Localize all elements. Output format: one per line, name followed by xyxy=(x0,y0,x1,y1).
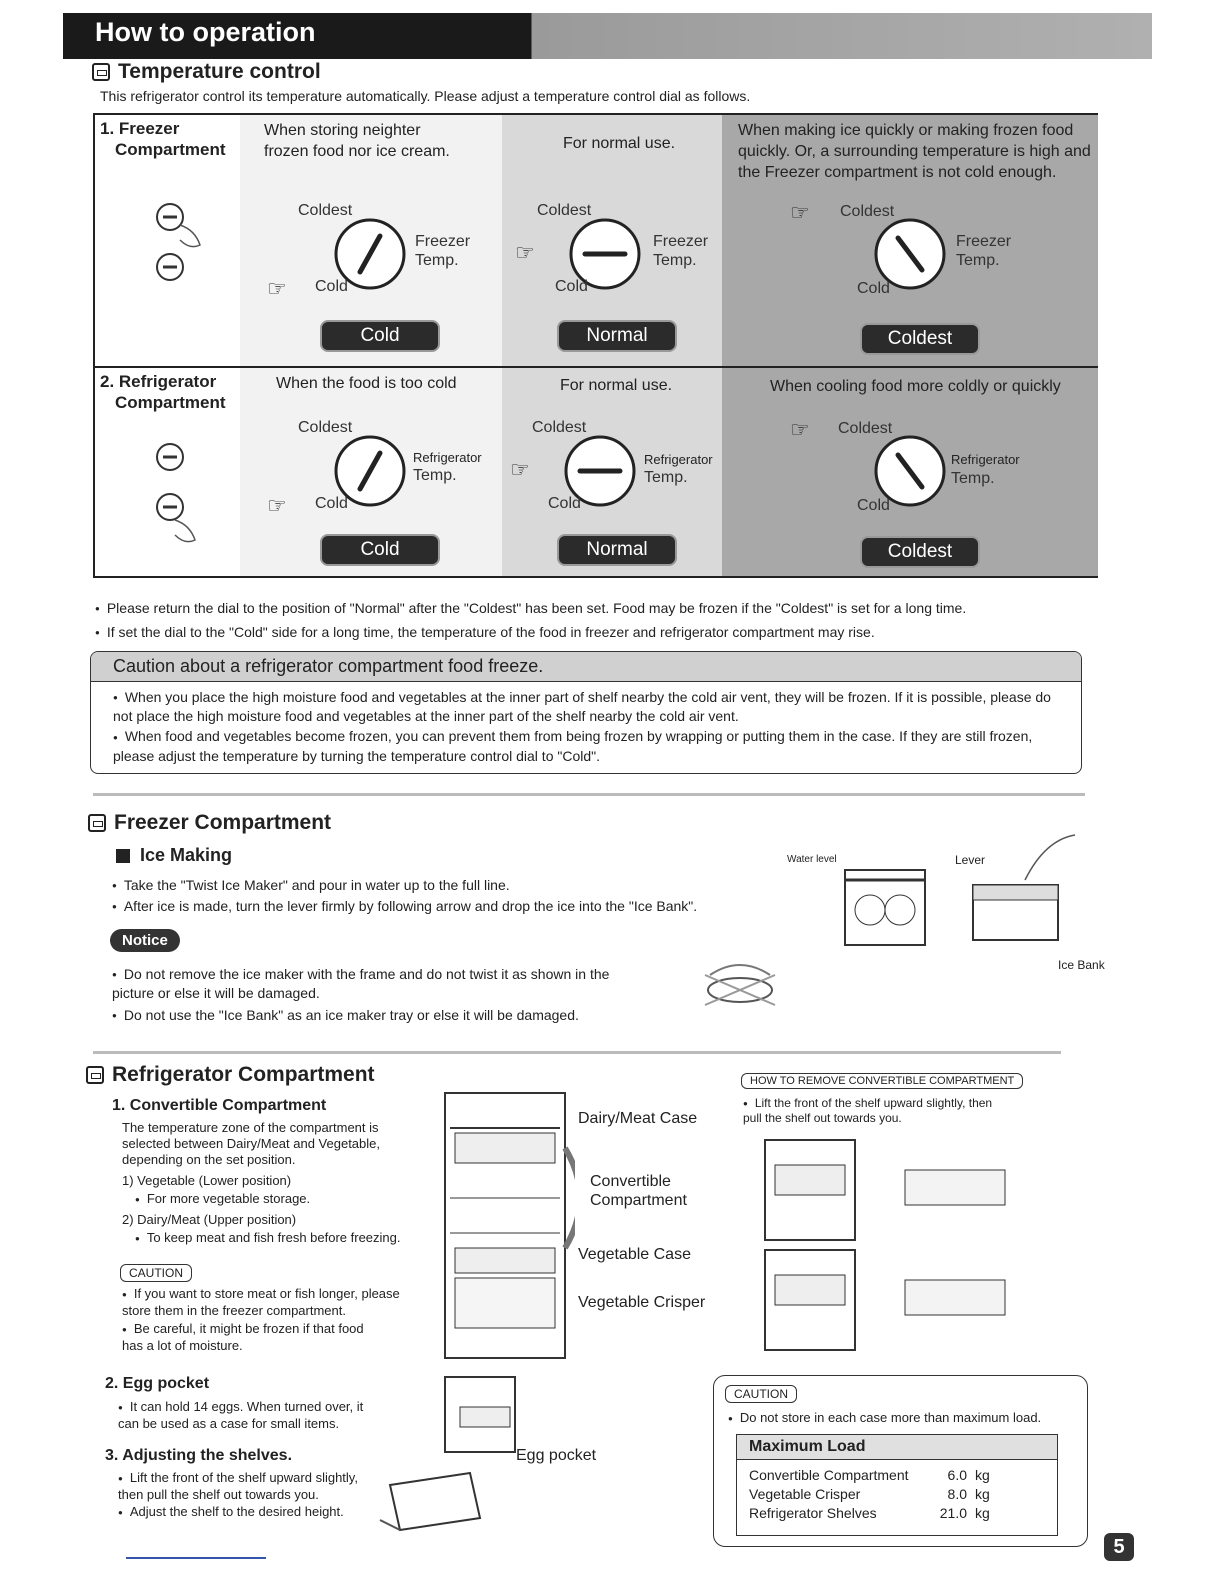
max-load-table xyxy=(736,1434,1058,1536)
table-row-divider xyxy=(93,366,1098,368)
shelves-bullet-2: ● Adjust the shelf to the desired height. xyxy=(118,1503,344,1522)
refrig-dial-normal: Coldest Refrigerator Temp. Cold ☞ xyxy=(510,419,713,512)
convertible-label-1: Convertible xyxy=(590,1173,671,1190)
refrig-dial-thumbnail-icon xyxy=(125,430,215,550)
fridge-interior-icon xyxy=(425,1088,575,1368)
refrig-heading-wrap xyxy=(86,1063,375,1087)
caution-bullet-1: ● When you place the high moisture food and vegetables at the inner part of shelf nearby the cold air vent, they will be frozen. If it is possible, please do not place the high moisture food and vegetables at the inner part of the shelf nearby the cold air vent. xyxy=(91,682,1081,725)
load-row: Refrigerator Shelves 21.0 kg xyxy=(749,1505,990,1521)
page-title: How to operation xyxy=(95,17,316,47)
egg-pocket-text: ● It can hold 14 eggs. When turned over, it can be used as a case for small items. xyxy=(118,1399,378,1432)
water-level-label: Water level xyxy=(787,854,837,865)
load-row: Convertible Compartment 6.0 kg xyxy=(749,1467,990,1483)
refrig-normal-button: Normal xyxy=(557,534,677,566)
section-box-icon xyxy=(86,1066,104,1084)
freezer-dial-thumbnail-icon xyxy=(125,190,215,300)
max-load-title: Maximum Load xyxy=(737,1435,1057,1460)
pointing-hand-icon: ☞ xyxy=(267,276,287,301)
freezer-normal-button: Normal xyxy=(557,320,677,352)
freezer-dial-coldest: Coldest ☞ Freezer Temp. Cold xyxy=(790,200,1012,297)
caution-title: Caution about a refrigerator compartment food freeze. xyxy=(91,652,1081,682)
pointing-hand-icon: ☞ xyxy=(515,240,535,265)
caution-bullet-2: ● When food and vegetables become frozen, you can prevent them from being frozen by wrapping or putting them in the case. If they are still frozen, please adjust the temperature by turning the temperature control dial to "Cold". xyxy=(91,725,1081,764)
refrig-heading: Refrigerator Compartment xyxy=(112,1063,375,1086)
refrig-dial-coldest: Coldest ☞ Refrigerator Temp. Cold xyxy=(790,417,1020,514)
temp-heading: Temperature control xyxy=(118,60,321,83)
refrig-normal-desc: For normal use. xyxy=(560,377,673,394)
page-number: 5 xyxy=(1104,1533,1134,1561)
load-row: Vegetable Crisper 8.0 kg xyxy=(749,1486,990,1502)
freezer-cold-desc: When storing neighter frozen food nor ice cream. xyxy=(264,122,450,160)
freezer-row-label: 1. Freezer Compartment xyxy=(100,119,226,159)
option-1: 1) Vegetable (Lower position) xyxy=(122,1173,292,1188)
ice-bank-label: Ice Bank xyxy=(1058,958,1105,972)
ice-tray-icon xyxy=(830,860,940,950)
refrig-dial-cold: Coldest Refrigerator Temp. Cold ☞ xyxy=(267,419,482,518)
caution-box xyxy=(90,651,1082,774)
freezer-dial-normal: Coldest Freezer Temp. Cold ☞ xyxy=(515,202,709,295)
vegetable-crisper-label: Vegetable Crisper xyxy=(578,1294,706,1311)
ice-bullet-2: ● After ice is made, turn the lever firmly by following arrow and drop the ice into the "Ice Bank". xyxy=(112,897,697,916)
section-divider xyxy=(93,793,1085,796)
convertible-label-2: Compartment xyxy=(590,1192,687,1209)
refrig-caution-2: ● Be careful, it might be frozen if that food has a lot of moisture. xyxy=(122,1321,382,1354)
option-1-detail: ● For more vegetable storage. xyxy=(135,1190,310,1209)
option-2: 2) Dairy/Meat (Upper position) xyxy=(122,1212,297,1227)
dairy-meat-label: Dairy/Meat Case xyxy=(578,1110,698,1127)
freezer-cold-button: Cold xyxy=(320,320,440,352)
pointing-hand-icon: ☞ xyxy=(790,417,810,442)
temp-intro: This refrigerator control its temperature automatically. Please adjust a temperature control dial as follows. xyxy=(100,88,751,104)
section-divider xyxy=(93,1051,1061,1054)
refrig-coldest-button: Coldest xyxy=(860,536,980,568)
refrig-caution-1: ● If you want to store meat or fish longer, please store them in the freezer compartment. xyxy=(122,1286,422,1319)
freezer-coldest-desc: When making ice quickly or making frozen food quickly. Or, a surrounding temperature is high and the Freezer compartment is not cold enough. xyxy=(738,122,1091,181)
notice-bullet-2: ● Do not use the "Ice Bank" as an ice maker tray or else it will be damaged. xyxy=(112,1006,579,1025)
remove-compartment-icon xyxy=(730,1130,1030,1360)
ice-making-heading-wrap xyxy=(116,845,232,866)
refrig-cold-button: Cold xyxy=(320,534,440,566)
max-load-warning: ● Do not store in each case more than maximum load. xyxy=(728,1409,1041,1428)
caution-tag-2: CAUTION xyxy=(725,1385,797,1403)
ice-making-heading: Ice Making xyxy=(140,845,233,865)
section-box-icon xyxy=(92,63,110,81)
egg-pocket-icon xyxy=(440,1372,520,1457)
lever-label: Lever xyxy=(955,853,986,867)
pointing-hand-icon: ☞ xyxy=(790,200,810,225)
convertible-heading: 1. Convertible Compartment xyxy=(112,1097,327,1114)
freezer-coldest-button: Coldest xyxy=(860,323,980,355)
vegetable-case-label: Vegetable Case xyxy=(578,1246,691,1263)
temp-heading-wrap xyxy=(92,60,321,84)
refrig-cold-desc: When the food is too cold xyxy=(276,375,457,392)
refrig-row-label: 2. Refrigerator Compartment xyxy=(100,372,226,412)
ice-bank-icon xyxy=(965,830,1085,950)
egg-pocket-label: Egg pocket xyxy=(516,1447,597,1464)
square-bullet-icon xyxy=(116,849,130,863)
freezer-dial-cold: Coldest Freezer Temp. Cold ☞ xyxy=(267,202,471,301)
freezer-heading: Freezer Compartment xyxy=(114,811,332,834)
notice-badge: Notice xyxy=(110,929,180,952)
ice-bullet-1: ● Take the "Twist Ice Maker" and pour in water up to the full line. xyxy=(112,876,510,895)
egg-pocket-heading: 2. Egg pocket xyxy=(105,1375,210,1392)
shelves-bullet-1: ● Lift the front of the shelf upward slightly, then pull the shelf out towards you. xyxy=(118,1470,378,1503)
convertible-text: The temperature zone of the compartment is selected between Dairy/Meat and Vegetable, depending on the set position. xyxy=(122,1120,381,1167)
temp-note-2: ● If set the dial to the "Cold" side for a long time, the temperature of the food in freezer and refrigerator compartment may rise. xyxy=(95,623,875,642)
howto-tag: HOW TO REMOVE CONVERTIBLE COMPARTMENT xyxy=(741,1073,1023,1089)
section-box-icon xyxy=(88,814,106,832)
temp-note-1: ● Please return the dial to the position of "Normal" after the "Coldest" has been set. Food may be frozen if the "Coldest" is set for a long time. xyxy=(95,599,966,618)
freezer-normal-desc: For normal use. xyxy=(563,135,676,152)
refrig-coldest-desc: When cooling food more coldly or quickly xyxy=(770,378,1061,395)
footer-line xyxy=(126,1557,266,1559)
howto-bullet: ● Lift the front of the shelf upward slightly, then pull the shelf out towards you. xyxy=(743,1096,993,1126)
notice-bullet-1: ● Do not remove the ice maker with the frame and do not twist it as shown in the picture or else it will be damaged. xyxy=(112,965,642,1002)
twist-warning-icon xyxy=(690,945,790,1030)
option-2-detail: ● To keep meat and fish fresh before freezing. xyxy=(135,1229,401,1248)
freezer-heading-wrap xyxy=(88,811,331,835)
caution-tag: CAUTION xyxy=(120,1264,192,1282)
pointing-hand-icon: ☞ xyxy=(510,457,530,482)
shelf-icon xyxy=(375,1460,485,1545)
shelves-heading: 3. Adjusting the shelves. xyxy=(105,1447,293,1464)
pointing-hand-icon: ☞ xyxy=(267,493,287,518)
